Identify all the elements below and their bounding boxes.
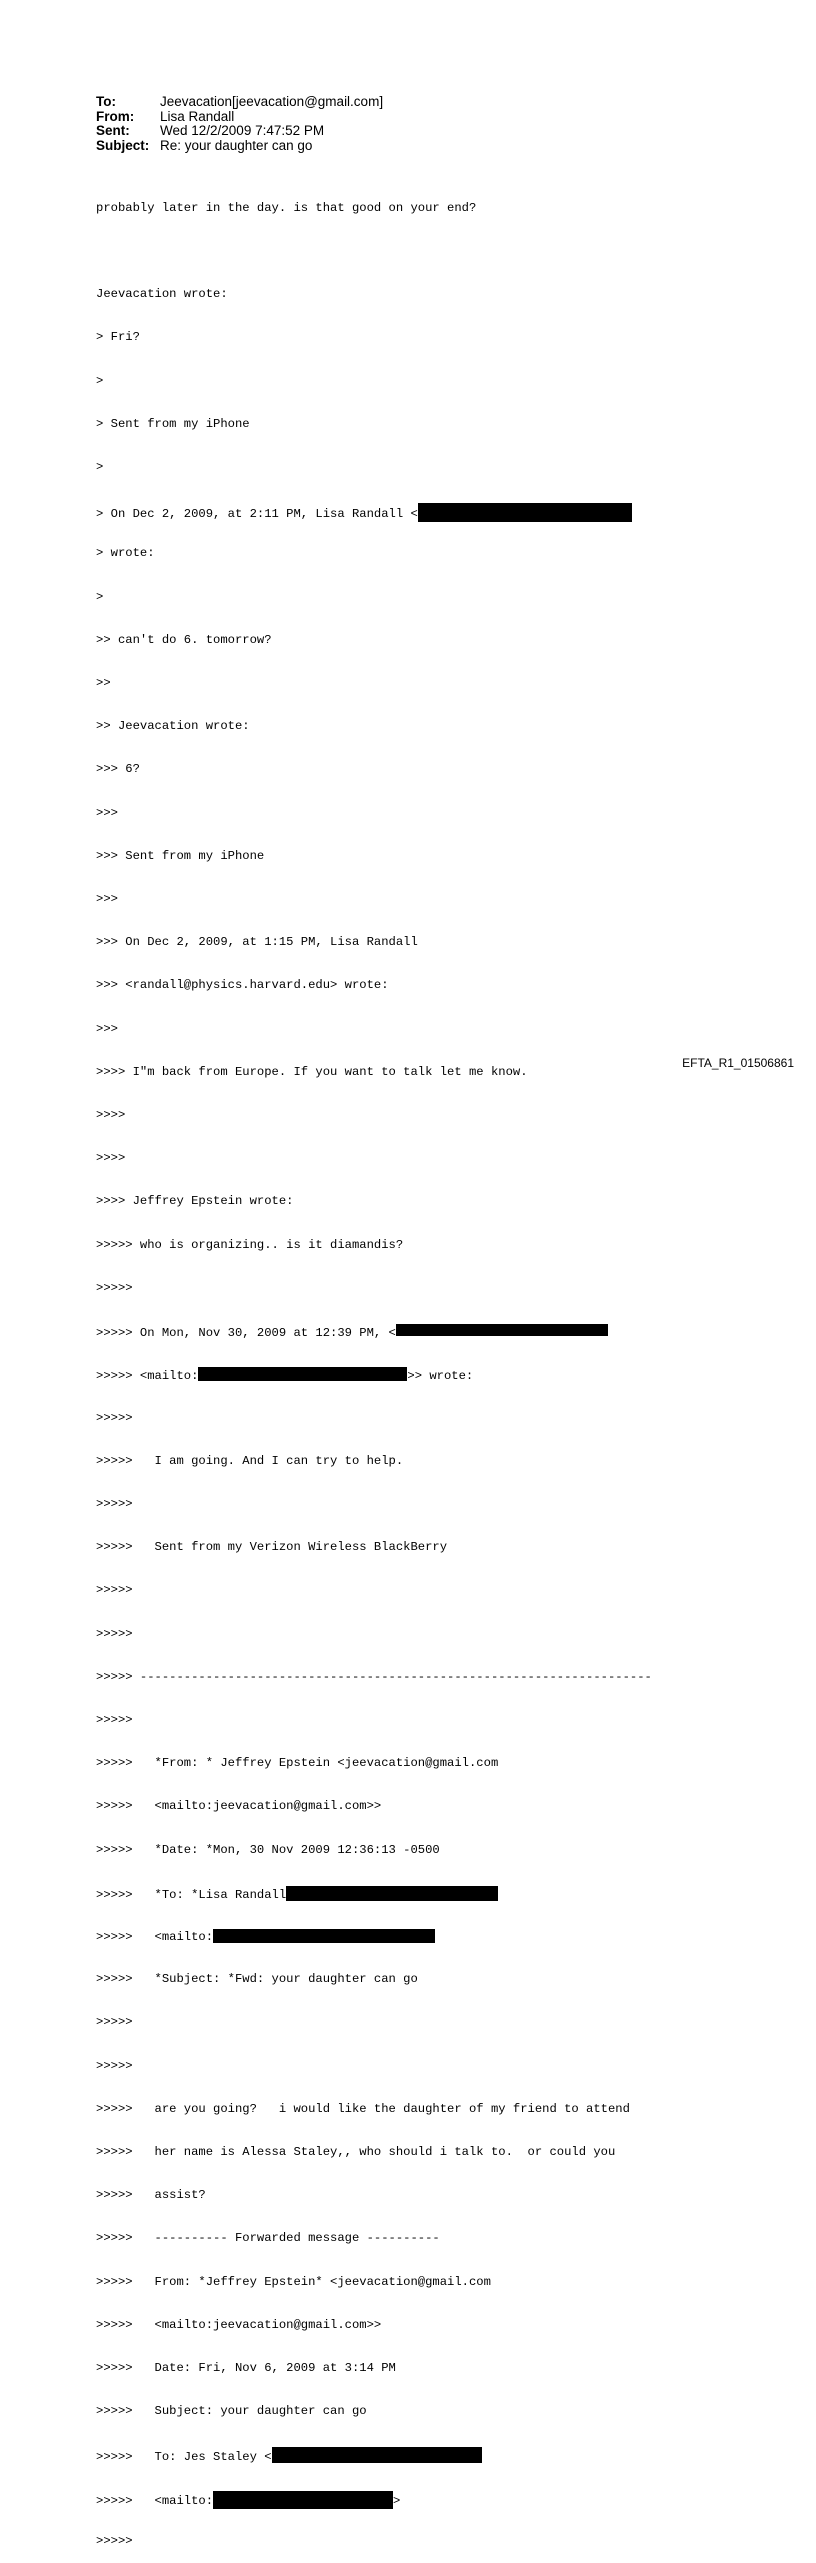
body-line: >> can't do 6. tomorrow? (96, 632, 272, 647)
body-line: >>>>> (96, 1712, 133, 1727)
body-line: >>>>> (96, 1583, 133, 1598)
subject-label: Subject: (96, 137, 150, 153)
from-label: From: (96, 108, 135, 124)
redaction-bar (396, 1324, 608, 1336)
body-line (96, 1367, 652, 1384)
body-line: >>>>> *Date: *Mon, 30 Nov 2009 12:36:13 -0500 (96, 1842, 440, 1857)
body-text: >>>>> <mailto: (96, 1929, 214, 1944)
body-line: >>> (96, 805, 118, 820)
body-line: >>> 6? (96, 762, 140, 777)
body-line: > (96, 589, 104, 604)
body-text: > (393, 2493, 401, 2508)
body-line: > (96, 460, 104, 475)
redaction-bar (213, 1929, 435, 1943)
body-line: >>> On Dec 2, 2009, at 1:15 PM, Lisa Randall (96, 935, 418, 950)
redaction-bar (418, 503, 632, 522)
to-value: Jeevacation[jeevacation@gmail.com] (160, 94, 384, 109)
body-line: > (96, 373, 104, 388)
body-line: >>>>> assist? (96, 2188, 206, 2203)
body-line (96, 1929, 652, 1943)
body-line: >>>>> Date: Fri, Nov 6, 2009 at 3:14 PM (96, 2360, 396, 2375)
sent-value: Wed 12/2/2009 7:47:52 PM (160, 123, 325, 138)
body-text: >>>>> To: Jes Staley < (96, 2450, 272, 2465)
redaction-bar (213, 2491, 393, 2509)
body-line (96, 1886, 652, 1900)
subject-value: Re: your daughter can go (160, 137, 313, 153)
header-subject-row (96, 139, 383, 154)
document-id: EFTA_R1_01506861 (682, 1056, 794, 1070)
body-line: >> Jeevacation wrote: (96, 719, 250, 734)
body-line: >>>>> *From: * Jeffrey Epstein <jeevacation@gmail.com (96, 1756, 499, 1771)
body-line: >>>>> From: *Jeffrey Epstein* <jeevacation@gmail.com (96, 2274, 491, 2289)
body-line: >>>> Jeffrey Epstein wrote: (96, 1194, 294, 1209)
body-line: >>>>> (96, 2058, 133, 2073)
body-line: >>>>> her name is Alessa Staley,, who should i talk to. or could you (96, 2144, 616, 2159)
body-line: >>>>> I am going. And I can try to help. (96, 1453, 404, 1468)
body-line: probably later in the day. is that good on your end? (96, 200, 477, 215)
body-line: >>>>> ---------------------------------------------------------------------- (96, 1669, 652, 1684)
body-text: >> wrote: (407, 1369, 474, 1384)
body-line (96, 2491, 652, 2508)
body-line: >>>>> *Subject: *Fwd: your daughter can go (96, 1972, 418, 1987)
body-line: >>>> I"m back from Europe. If you want to talk let me know. (96, 1064, 528, 1079)
body-line (96, 503, 652, 522)
body-line: >>>>> (96, 2533, 133, 2548)
body-line: >>>>> Subject: your daughter can go (96, 2404, 367, 2419)
header-to-row (96, 95, 383, 110)
body-text: >>>>> *To: *Lisa Randall (96, 1887, 287, 1902)
body-line: >>>> (96, 1151, 126, 1166)
body-line: > Sent from my iPhone (96, 416, 250, 431)
body-line: >>>>> (96, 2015, 133, 2030)
redaction-bar (272, 2447, 482, 2463)
body-line: >>> Sent from my iPhone (96, 848, 265, 863)
body-line: >>>>> ---------- Forwarded message ---------- (96, 2231, 440, 2246)
body-line: >> (96, 676, 111, 691)
body-line (96, 244, 652, 258)
body-line: > Fri? (96, 330, 140, 345)
body-line: >>>>> <mailto:jeevacation@gmail.com>> (96, 2317, 382, 2332)
body-line: >>>>> Sent from my Verizon Wireless BlackBerry (96, 1540, 448, 1555)
body-text: > On Dec 2, 2009, at 2:11 PM, Lisa Randall < (96, 507, 418, 522)
header-from-row (96, 110, 383, 125)
body-line: >>> (96, 1021, 118, 1036)
body-line: >>>>> <mailto:jeevacation@gmail.com>> (96, 1799, 382, 1814)
body-line: Jeevacation wrote: (96, 287, 228, 302)
body-line (96, 2447, 652, 2465)
body-line (96, 1324, 652, 1341)
body-text: >>>>> <mailto: (96, 2493, 214, 2508)
body-line: > wrote: (96, 546, 155, 561)
redaction-bar (198, 1367, 407, 1381)
sent-label: Sent: (96, 123, 130, 138)
email-header (96, 95, 383, 153)
body-line: >>>>> are you going? i would like the daughter of my friend to attend (96, 2101, 630, 2116)
body-line: >>>>> (96, 1626, 133, 1641)
body-text: >>>>> On Mon, Nov 30, 2009 at 12:39 PM, < (96, 1326, 396, 1341)
to-label: To: (96, 94, 116, 109)
from-value: Lisa Randall (160, 108, 235, 124)
email-body (96, 172, 652, 2563)
body-line: >>>>> (96, 1496, 133, 1511)
body-line: >>> (96, 892, 118, 907)
body-line: >>>>> who is organizing.. is it diamandis? (96, 1237, 404, 1252)
body-text: >>>>> <mailto: (96, 1369, 199, 1384)
redaction-bar (286, 1886, 498, 1901)
body-line: >>> <randall@physics.harvard.edu> wrote: (96, 978, 389, 993)
body-line: >>>>> (96, 1280, 133, 1295)
header-sent-row (96, 124, 383, 139)
body-line: >>>> (96, 1108, 126, 1123)
body-line: >>>>> (96, 1410, 133, 1425)
